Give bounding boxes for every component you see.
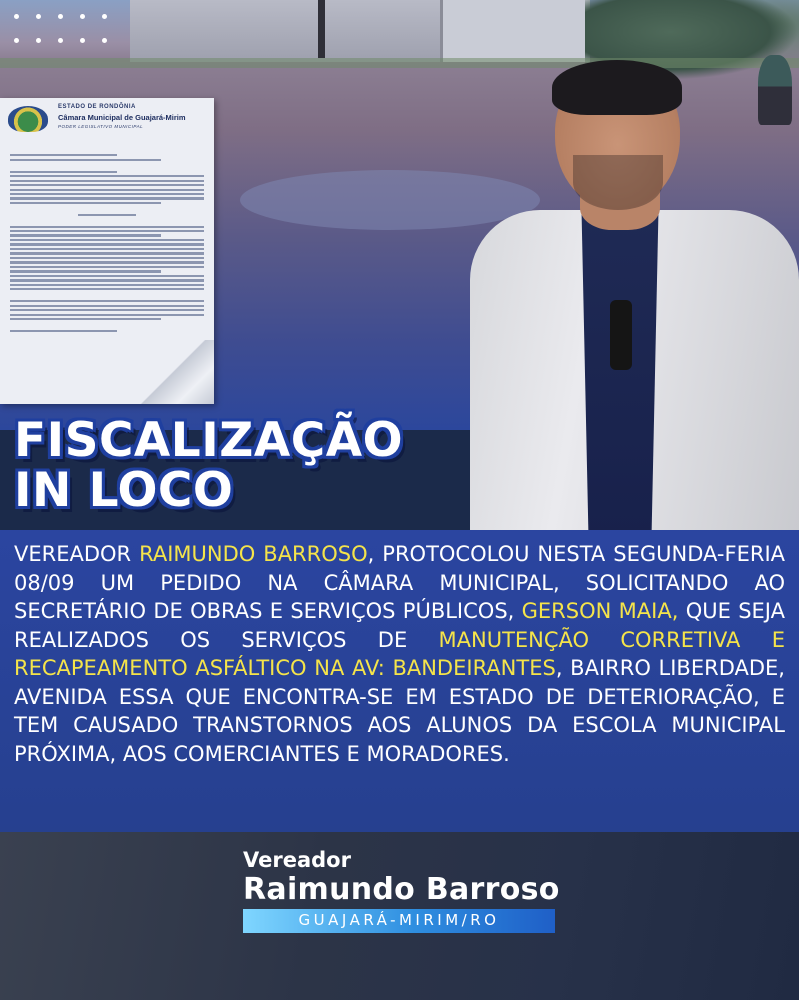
sunglasses-icon — [610, 300, 632, 370]
headline-line-1: FISCALIZAÇÃO — [14, 413, 404, 468]
signature-place: GUAJARÁ-MIRIM/RO — [298, 911, 500, 929]
body-part: QUE SEJA REALIZADOS OS SERVIÇOS DE — [14, 599, 785, 652]
document-chamber: Câmara Municipal de Guajará-Mirim — [58, 113, 186, 122]
page-curl — [125, 340, 214, 404]
signature-name: Raimundo Barroso — [243, 872, 560, 907]
body-highlight: RAIMUNDO BARROSO — [139, 542, 368, 566]
hair — [552, 60, 682, 115]
body-highlight: GERSON MAIA, — [521, 599, 679, 623]
signature-role: Vereador — [243, 848, 351, 872]
document-header — [0, 98, 214, 138]
body-text — [14, 540, 785, 768]
official-document — [0, 98, 214, 404]
councilman-photo — [470, 60, 799, 560]
body-part: , PROTOCOLOU NESTA SEGUNDA-FERIA 08/09 UM PEDIDO NA CÂMARA MUNICIPAL, SOLICITANDO AO SECRETÁRIO DE OBRAS E SERVIÇOS PÚBLICOS, — [14, 542, 786, 623]
headline-line-2: IN LOCO — [14, 463, 234, 518]
utility-pole — [318, 0, 325, 58]
chamber-seal-icon — [8, 106, 48, 132]
document-subtitle: PODER LEGISLATIVO MUNICIPAL — [58, 124, 144, 129]
dot-pattern — [14, 14, 118, 58]
headline — [14, 413, 404, 518]
gate — [440, 0, 590, 62]
document-body — [0, 138, 214, 332]
body-highlight: MANUTENÇÃO CORRETIVA E RECAPEAMENTO ASFÁLTICO NA AV: BANDEIRANTES — [14, 627, 785, 680]
beard — [573, 155, 663, 210]
document-state: ESTADO DE RONDÔNIA — [58, 104, 136, 110]
body-part: VEREADOR — [14, 542, 140, 566]
body-part: , BAIRRO LIBERDADE, AVENIDA ESSA QUE ENCONTRA-SE EM ESTADO DE DETERIORAÇÃO, E TEM CAUSADO TRANSTORNOS AOS ALUNOS DA ESCOLA MUNICIPAL PRÓXIMA, AOS COMERCIANTES E MORADORES. — [14, 656, 785, 766]
